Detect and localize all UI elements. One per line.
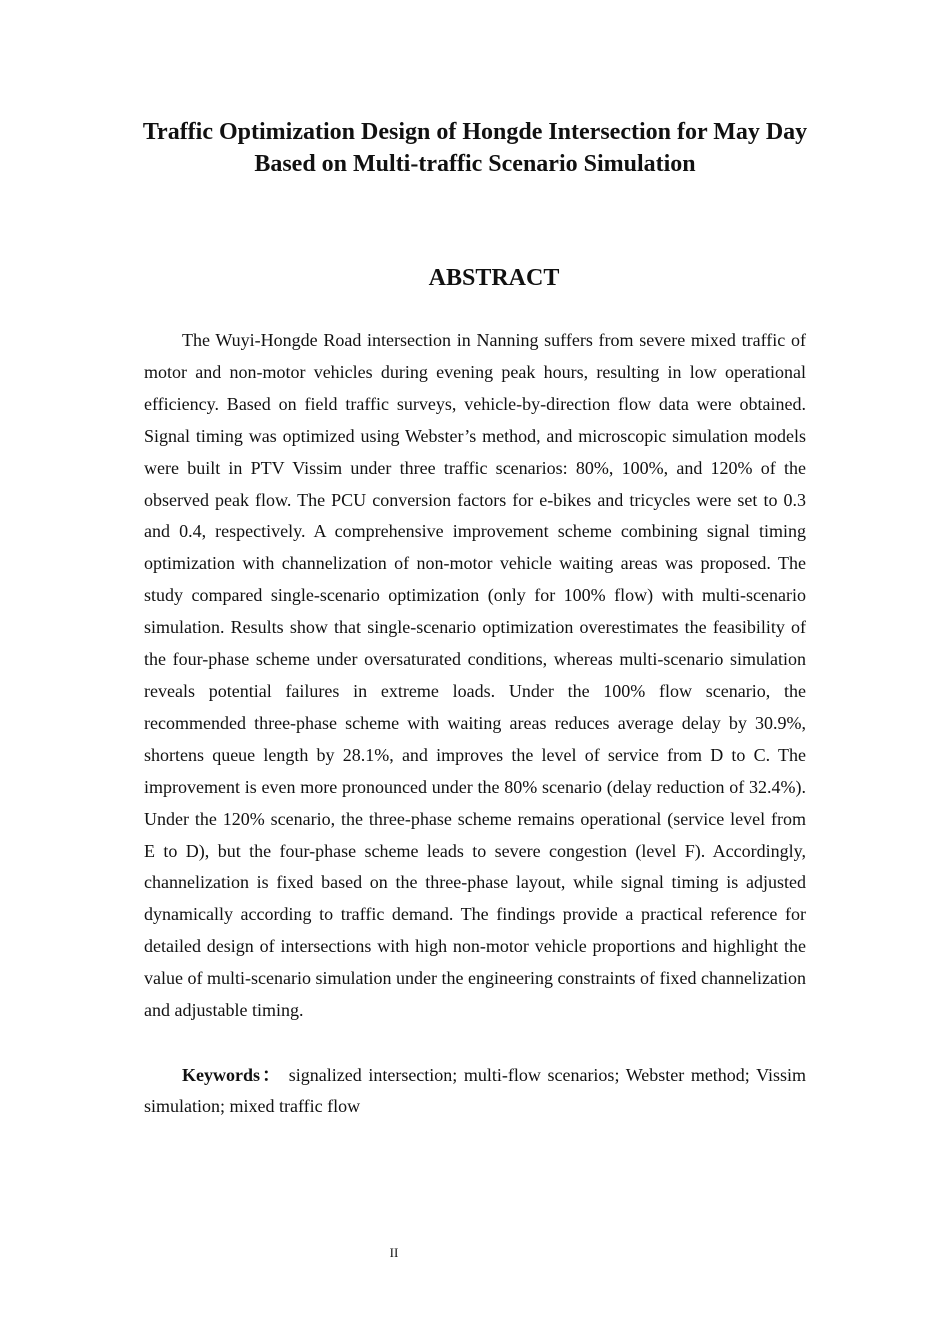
keywords-text: signalized intersection; multi-flow scenarios; Webster method; Vissim simulation; mixed traffic flow: [144, 1065, 806, 1116]
page-number: II: [389, 1245, 399, 1260]
abstract-paragraph: The Wuyi-Hongde Road intersection in Nanning suffers from severe mixed traffic of motor and non-motor vehicles during evening peak hours, resulting in low operational efficiency. Based on field traffic surveys, vehicle-by-direction flow data were obtained. Signal timing was optimized using Webster’s method, and microscopic simulation models were built in PTV Vissim under three traffic scenarios: 80%, 100%, and 120% of the observed peak flow. The PCU conversion factors for e-bikes and tricycles were set to 0.3 and 0.4, respectively. A comprehensive improvement scheme combining signal timing optimization with channelization of non-motor vehicle waiting areas was proposed. The study compared single-scenario optimization (only for 100% flow) with multi-scenario simulation. Results show that single-scenario optimization overestimates the feasibility of the four-phase scheme under oversaturated conditions, whereas multi-scenario simulation reveals potential failures in extreme loads. Under the 100% flow scenario, the recommended three-phase scheme with waiting areas reduces average delay by 30.9%, shortens queue length by 28.1%, and improves the level of service from D to C. The improvement is even more pronounced under the 80% scenario (delay reduction of 32.4%). Under the 120% scenario, the three-phase scheme remains operational (service level from E to D), but the four-phase scheme leads to severe congestion (level F). Accordingly, channelization is fixed based on the three-phase layout, while signal timing is adjusted dynamically according to traffic demand. The findings provide a practical reference for detailed design of intersections with high non-motor vehicle proportions and highlight the value of multi-scenario simulation under the engineering constraints of fixed channelization and adjustable timing.: [144, 330, 806, 1021]
keywords-label: Keywords：: [182, 1065, 283, 1085]
keywords-section: [144, 1060, 806, 1122]
abstract-heading: ABSTRACT: [428, 265, 560, 291]
document-title: Traffic Optimization Design of Hongde Intersection for May Day Based on Multi-traffic Scenario Simulation: [142, 119, 808, 177]
